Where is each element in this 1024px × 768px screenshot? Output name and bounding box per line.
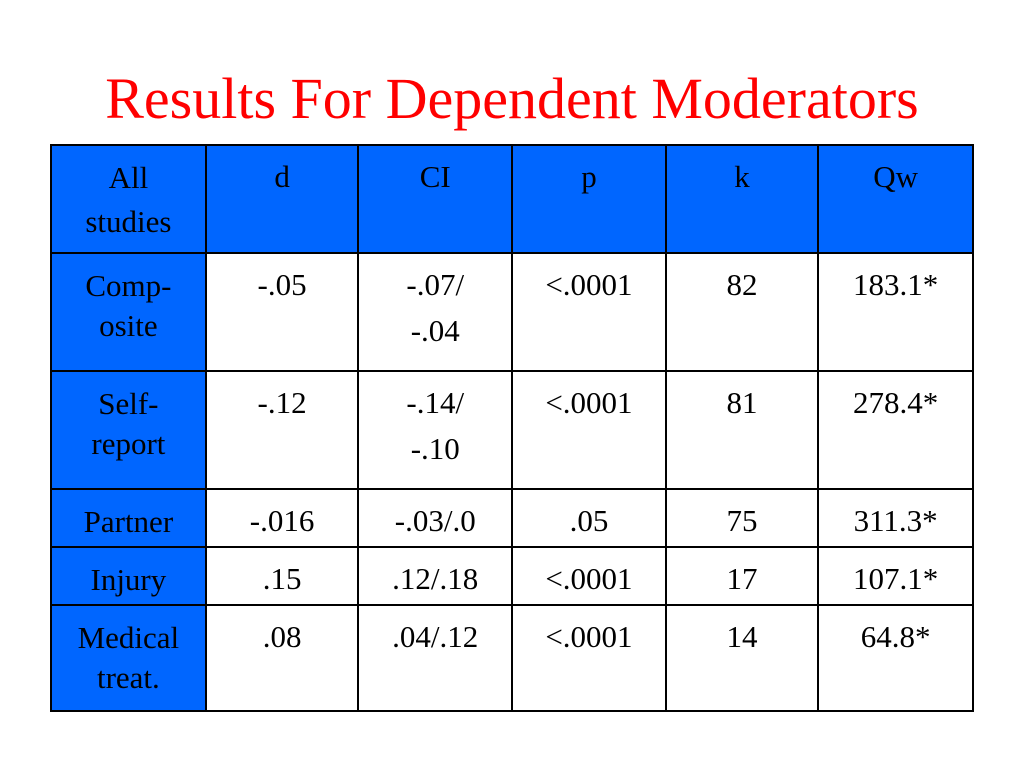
ci-line1: -.14/	[406, 385, 465, 420]
row-label-line2: treat.	[96, 660, 160, 695]
cell-qw: 64.8*	[818, 605, 973, 711]
row-label-composite	[51, 253, 206, 371]
row-label-line2: osite	[99, 308, 158, 343]
ci-line2: -.10	[410, 431, 460, 466]
cell-d: -.016	[206, 489, 359, 547]
table-row	[51, 605, 973, 711]
cell-ci: -.03/.0	[358, 489, 512, 547]
cell-p: <.0001	[512, 253, 666, 371]
cell-ci: .04/.12	[358, 605, 512, 711]
cell-k: 75	[666, 489, 818, 547]
table-row	[51, 253, 973, 371]
cell-p: .05	[512, 489, 666, 547]
cell-qw: 311.3*	[818, 489, 973, 547]
cell-p: <.0001	[512, 371, 666, 489]
cell-k: 14	[666, 605, 818, 711]
cell-k: 81	[666, 371, 818, 489]
cell-ci	[358, 253, 512, 371]
cell-d: -.12	[206, 371, 359, 489]
row-label-line1: Comp-	[85, 268, 172, 303]
cell-qw: 183.1*	[818, 253, 973, 371]
cell-ci	[358, 371, 512, 489]
table-row	[51, 371, 973, 489]
header-cell-d: d	[206, 145, 359, 253]
row-label-partner: Partner	[51, 489, 206, 547]
header-cell-ci: CI	[358, 145, 512, 253]
row-label-line1: Self-	[98, 386, 159, 421]
header-label-line1: All	[108, 160, 149, 195]
header-cell-p: p	[512, 145, 666, 253]
cell-qw: 107.1*	[818, 547, 973, 605]
row-label-line2: report	[91, 426, 166, 461]
header-cell-all-studies	[51, 145, 206, 253]
header-cell-qw: Qw	[818, 145, 973, 253]
row-label-self-report	[51, 371, 206, 489]
slide-title: Results For Dependent Moderators	[105, 66, 919, 131]
cell-k: 17	[666, 547, 818, 605]
cell-d: .15	[206, 547, 359, 605]
cell-d: -.05	[206, 253, 359, 371]
row-label-line1: Medical	[77, 620, 180, 655]
row-label-injury: Injury	[51, 547, 206, 605]
ci-line2: -.04	[410, 313, 460, 348]
cell-d: .08	[206, 605, 359, 711]
row-label-medical-treat	[51, 605, 206, 711]
ci-line1: -.07/	[406, 267, 465, 302]
cell-p: <.0001	[512, 547, 666, 605]
table-row	[51, 547, 973, 605]
header-label-line2: studies	[85, 204, 172, 239]
cell-ci: .12/.18	[358, 547, 512, 605]
results-table	[50, 144, 974, 712]
cell-qw: 278.4*	[818, 371, 973, 489]
table-row	[51, 489, 973, 547]
table-header-row	[51, 145, 973, 253]
header-cell-k: k	[666, 145, 818, 253]
cell-p: <.0001	[512, 605, 666, 711]
cell-k: 82	[666, 253, 818, 371]
